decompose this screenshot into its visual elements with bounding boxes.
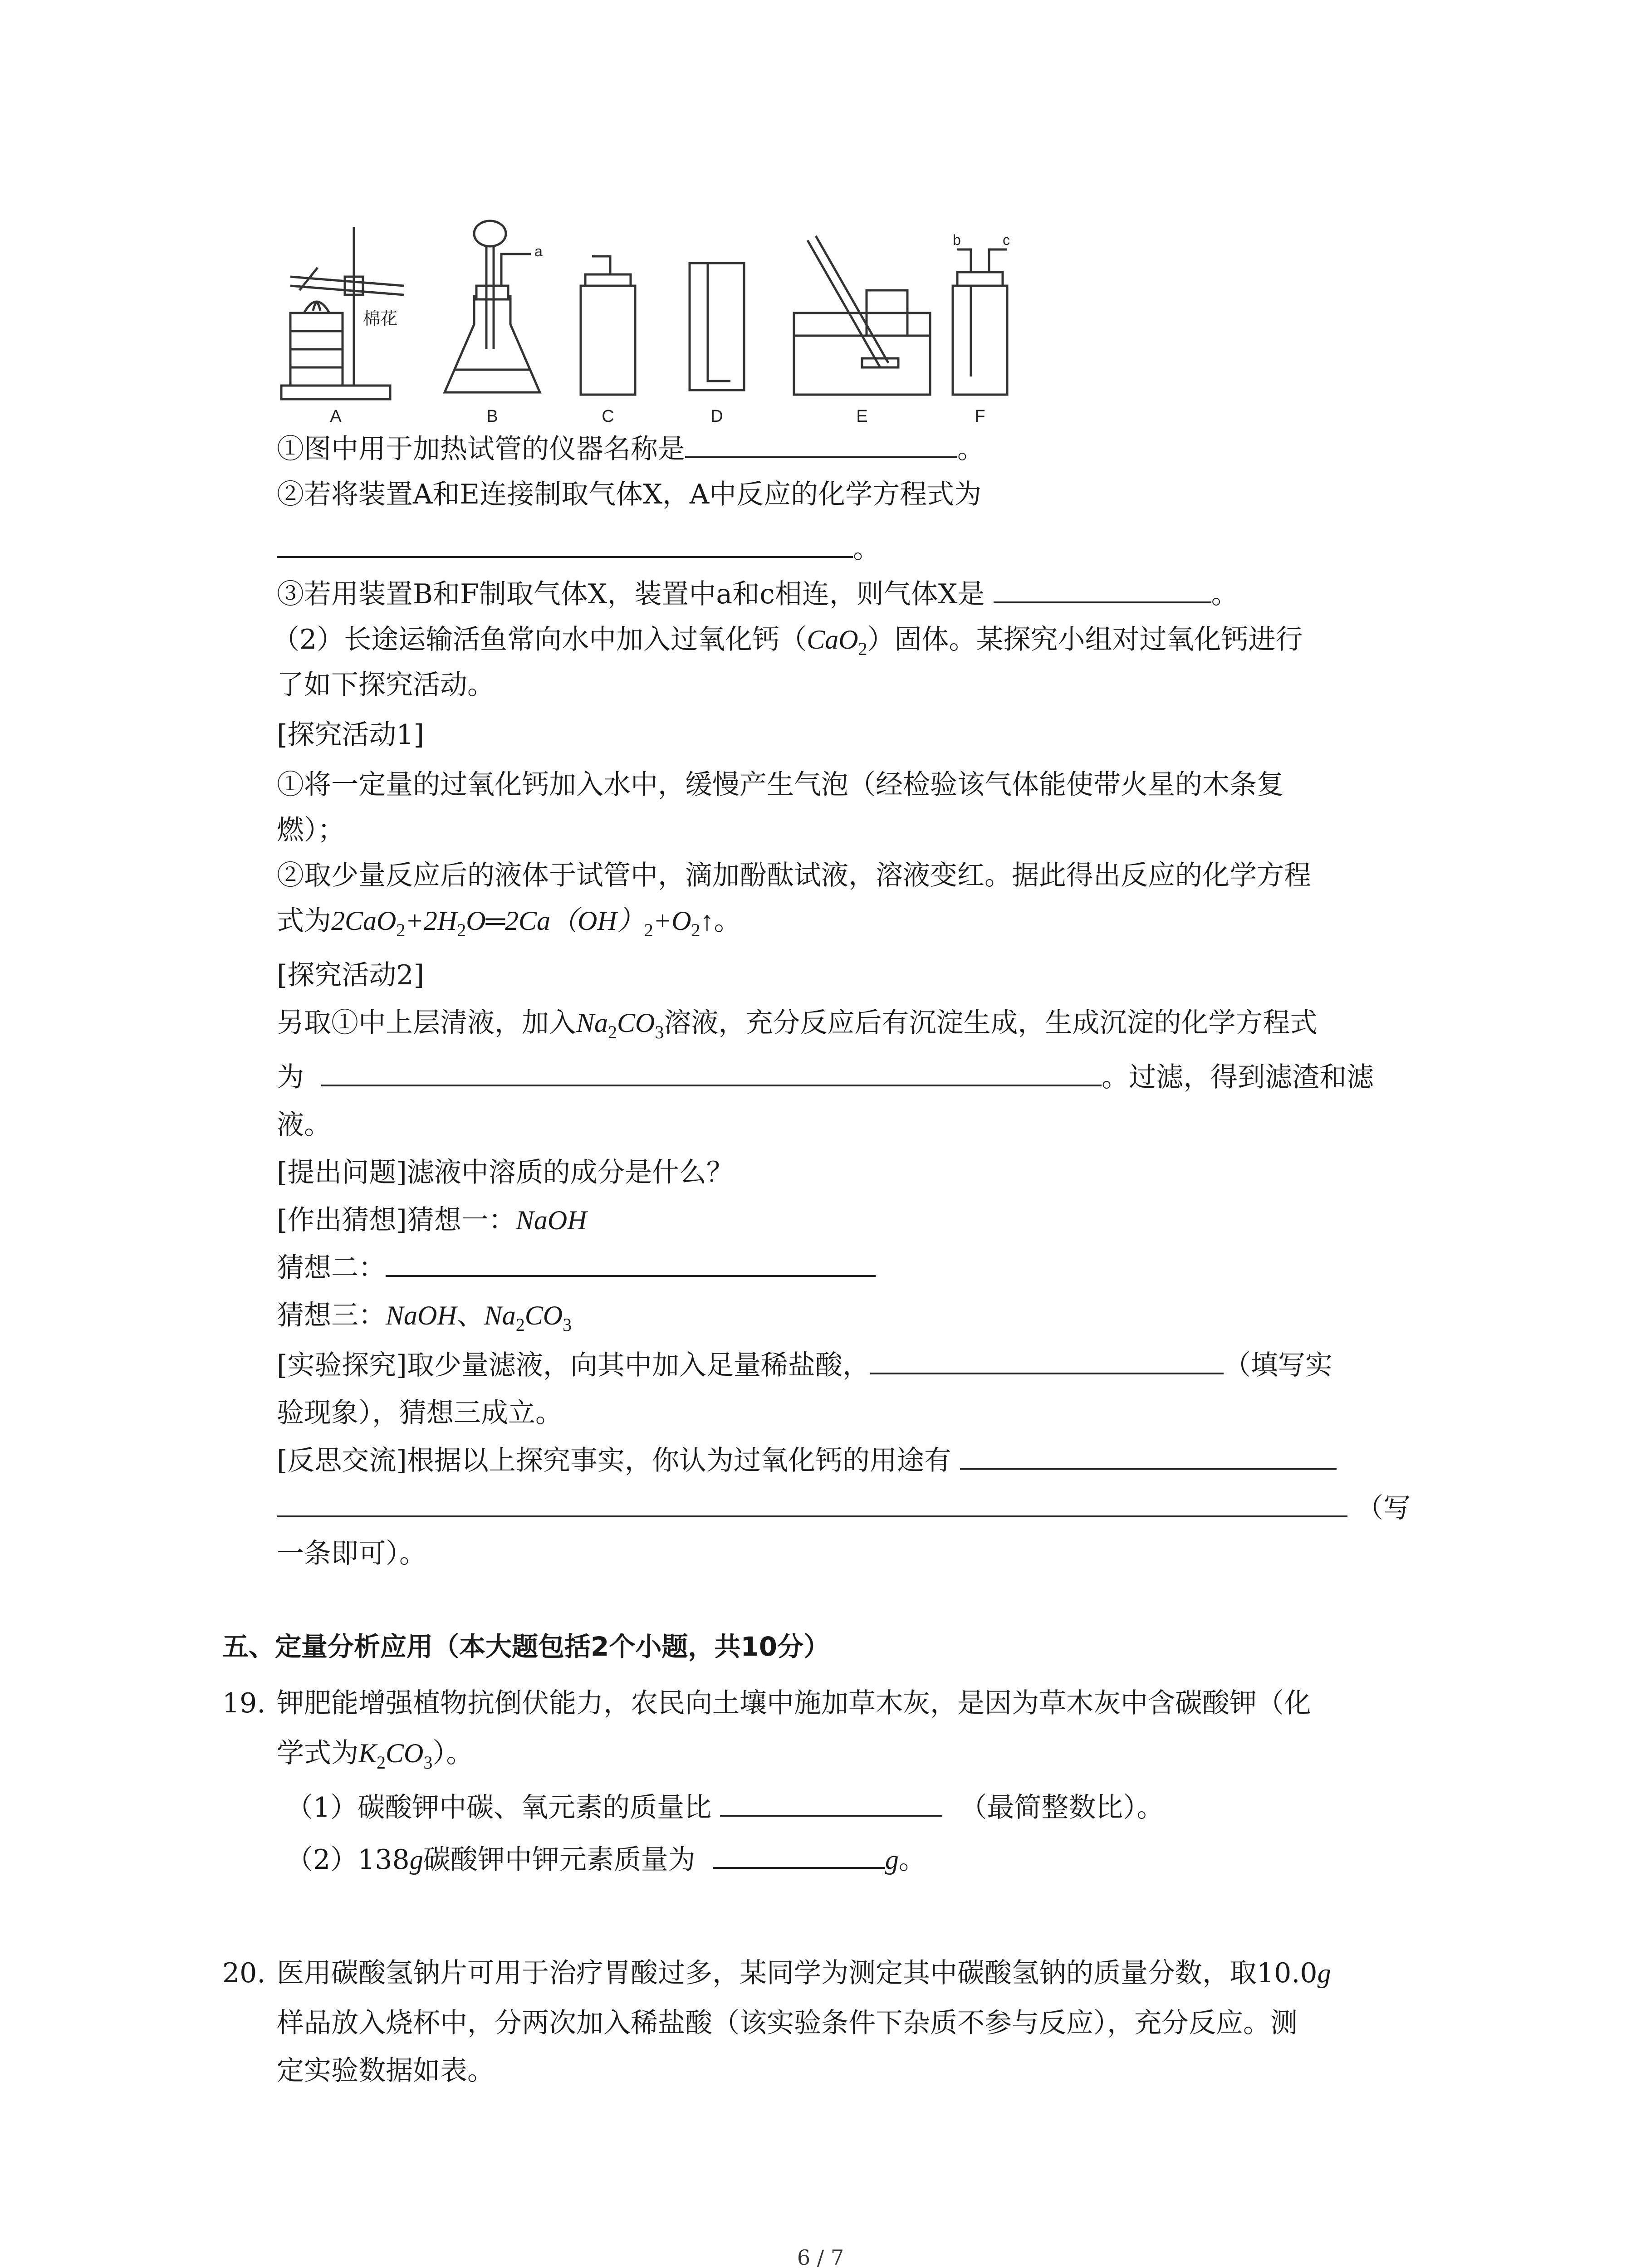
guess1-line: [作出猜想]猜想一：NaOH xyxy=(277,1204,587,1236)
activity2-line3: 液。 xyxy=(277,1109,331,1141)
label-a-small: a xyxy=(534,243,543,259)
answer-blank-phenomenon[interactable] xyxy=(870,1347,1224,1374)
answer-blank-mass-ratio[interactable] xyxy=(720,1789,942,1817)
q1-item3: ③若用装置B和F制取气体X，装置中a和c相连，则气体X是 。 xyxy=(277,576,1239,612)
q20-line1: 医用碳酸氢钠片可用于治疗胃酸过多，某同学为测定其中碳酸氢钠的质量分数，取10.0g xyxy=(277,1957,1331,1989)
q19-sub1: （1）碳酸钾中碳、氧元素的质量比 （最简整数比）。 xyxy=(286,1789,1164,1826)
apparatus-d xyxy=(690,263,744,390)
answer-blank-use-cont[interactable] xyxy=(277,1490,1347,1517)
q20-number: 20. xyxy=(222,1957,266,1989)
figure-label-b: B xyxy=(486,407,498,426)
q2-intro-line2: 了如下探究活动。 xyxy=(277,669,495,701)
apparatus-figure xyxy=(272,213,1021,440)
figure-label-e: E xyxy=(856,407,868,426)
q19-number: 19. xyxy=(222,1687,266,1719)
guess2-line: 猜想二： xyxy=(277,1250,876,1286)
page-number: 6 / 7 xyxy=(797,2245,844,2268)
answer-blank-heater[interactable] xyxy=(685,431,957,458)
answer-blank-precipitate-equation[interactable] xyxy=(321,1059,1102,1086)
figure-label-a: A xyxy=(330,407,342,426)
label-b-small: b xyxy=(953,232,961,248)
reflect-line2: （写 xyxy=(277,1490,1411,1526)
q2-intro-line1: （2）长途运输活鱼常向水中加入过氧化钙（CaO$_2$）固体。某探究小组对过氧化钙进行 xyxy=(272,624,1303,659)
activity1-line2: 燃）； xyxy=(277,814,345,846)
q19-line2: 学式为$K_2CO_3$）。 xyxy=(277,1737,474,1773)
guess3-line: 猜想三：NaOH、$Na_2CO_3$ xyxy=(277,1300,572,1335)
q20-line3: 定实验数据如表。 xyxy=(277,2055,495,2087)
apparatus-c xyxy=(581,256,635,395)
q1-item2-blank-line: 。 xyxy=(277,531,880,567)
apparatus-b xyxy=(445,221,540,392)
apparatus-f xyxy=(953,249,1007,395)
q19-sub2: （2）138g碳酸钾中钾元素质量为 g。 xyxy=(286,1842,926,1878)
label-c-small: c xyxy=(1003,232,1010,248)
activity1-line3: ②取少量反应后的液体于试管中，滴加酚酞试液，溶液变红。据此得出反应的化学方程 xyxy=(277,860,1311,891)
answer-blank-potassium-mass[interactable] xyxy=(713,1842,885,1869)
q20-line2: 样品放入烧杯中，分两次加入稀盐酸（该实验条件下杂质不参与反应），充分反应。测 xyxy=(277,2007,1298,2039)
figure-label-f: F xyxy=(975,407,985,426)
answer-blank-equation-a[interactable] xyxy=(277,531,853,558)
q1-item1: ①图中用于加热试管的仪器名称是 。 xyxy=(277,431,985,467)
activity2-line1: 另取①中上层清液，加入$Na_2CO_3$溶液，充分反应后有沉淀生成，生成沉淀的化学方程式 xyxy=(277,1007,1318,1042)
reflect-line1: [反思交流]根据以上探究事实，你认为过氧化钙的用途有 xyxy=(277,1442,1337,1479)
activity1-heading: [探究活动1] xyxy=(277,719,424,751)
q19-line1: 钾肥能增强植物抗倒伏能力，农民向土壤中施加草木灰，是因为草木灰中含碳酸钾（化 xyxy=(277,1687,1311,1719)
q1-item2: ②若将装置A和E连接制取气体X，A中反应的化学方程式为 xyxy=(277,479,982,510)
figure-label-d: D xyxy=(710,407,723,426)
answer-blank-gas-x[interactable] xyxy=(994,576,1211,603)
explore-line2: 验现象），猜想三成立。 xyxy=(277,1397,563,1429)
activity1-equation: 式为$2CaO_2+2H_2O═2Ca(OH)_2+O_2↑$。 xyxy=(277,905,741,940)
section5-title: 五、定量分析应用（本大题包括2个小题，共10分） xyxy=(222,1631,830,1662)
activity1-line1: ①将一定量的过氧化钙加入水中，缓慢产生气泡（经检验该气体能使带火星的木条复 xyxy=(277,769,1284,801)
cotton-label: 棉花 xyxy=(363,309,398,328)
figure-label-c: C xyxy=(602,407,614,426)
reflect-line3: 一条即可）。 xyxy=(277,1538,426,1569)
apparatus-e xyxy=(794,236,930,395)
answer-blank-use[interactable] xyxy=(960,1442,1337,1470)
explore-line1: [实验探究]取少量滤液，向其中加入足量稀盐酸， （填写实 xyxy=(277,1347,1332,1383)
answer-blank-guess2[interactable] xyxy=(386,1250,876,1277)
activity2-heading: [探究活动2] xyxy=(277,959,424,991)
question-line: [提出问题]滤液中溶质的成分是什么？ xyxy=(277,1157,734,1188)
activity2-line2: 为 。过滤，得到滤渣和滤 xyxy=(277,1059,1374,1095)
